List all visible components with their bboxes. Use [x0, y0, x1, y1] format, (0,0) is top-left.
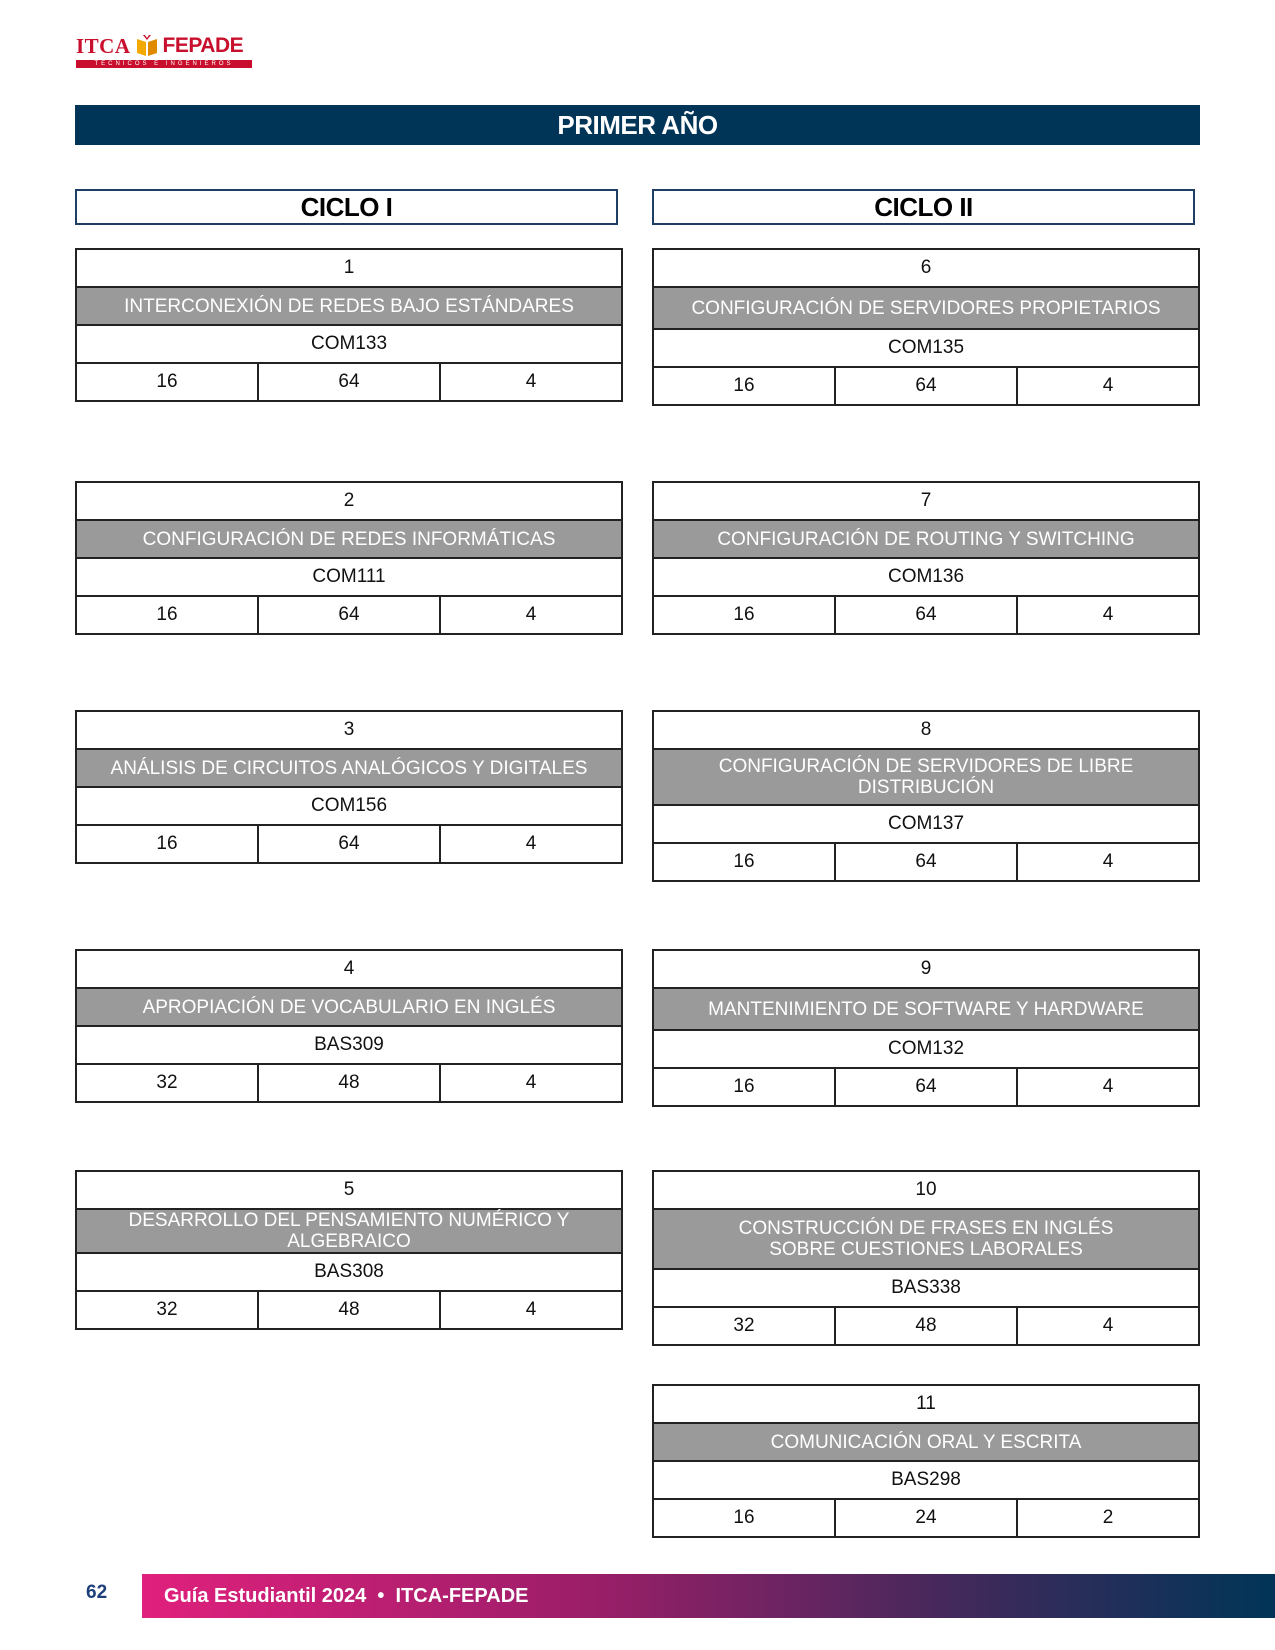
- logo-itca-text: ITCA: [76, 33, 131, 58]
- logo-book-icon: [135, 35, 159, 57]
- course-hours-1: 16: [77, 597, 259, 633]
- course-name: ANÁLISIS DE CIRCUITOS ANALÓGICOS Y DIGITALES: [77, 750, 621, 788]
- course-code: BAS309: [77, 1027, 621, 1065]
- course-card-3: [75, 710, 623, 864]
- course-hours-2: 64: [259, 364, 441, 400]
- course-card-5: [75, 1170, 623, 1330]
- course-card-2: [75, 481, 623, 635]
- course-number: 9: [654, 951, 1198, 989]
- course-credits: 4: [525, 604, 537, 625]
- course-code: COM156: [77, 788, 621, 826]
- course-hours-1: 32: [77, 1292, 259, 1328]
- course-credits: 4: [525, 833, 537, 854]
- course-hours-row: [77, 826, 621, 862]
- course-hours-row: [77, 1065, 621, 1101]
- course-name: CONFIGURACIÓN DE REDES INFORMÁTICAS: [77, 521, 621, 559]
- course-hours-1: 16: [654, 844, 836, 880]
- course-hours-row: [654, 844, 1198, 880]
- course-number: 2: [77, 483, 621, 521]
- course-code: COM135: [654, 330, 1198, 368]
- course-hours-1: 16: [77, 364, 259, 400]
- course-hours-2: 64: [259, 597, 441, 633]
- course-code: COM137: [654, 806, 1198, 844]
- course-code: COM133: [77, 326, 621, 364]
- course-hours-1: 16: [77, 826, 259, 862]
- cycle-1-header: CICLO I: [75, 189, 618, 225]
- course-credits: 4: [1102, 375, 1114, 396]
- footer-banner: [142, 1574, 1275, 1618]
- course-card-8: [652, 710, 1200, 882]
- course-code: COM132: [654, 1031, 1198, 1069]
- course-number: 7: [654, 483, 1198, 521]
- course-hours-row: [654, 1069, 1198, 1105]
- course-number: 5: [77, 1172, 621, 1210]
- course-hours-row: [654, 1500, 1198, 1536]
- course-code: BAS338: [654, 1270, 1198, 1308]
- course-hours-1: 16: [654, 368, 836, 404]
- course-name: APROPIACIÓN DE VOCABULARIO EN INGLÉS: [77, 989, 621, 1027]
- course-card-9: [652, 949, 1200, 1107]
- course-code: COM136: [654, 559, 1198, 597]
- course-hours-2: 64: [259, 826, 441, 862]
- course-number: 3: [77, 712, 621, 750]
- course-hours-1: 16: [654, 597, 836, 633]
- course-name: MANTENIMIENTO DE SOFTWARE Y HARDWARE: [654, 989, 1198, 1031]
- course-number: 11: [654, 1386, 1198, 1424]
- course-name: CONSTRUCCIÓN DE FRASES EN INGLÉS SOBRE CUESTIONES LABORALES: [654, 1210, 1198, 1270]
- course-name: CONFIGURACIÓN DE ROUTING Y SWITCHING: [654, 521, 1198, 559]
- course-hours-2: 48: [259, 1065, 441, 1101]
- itca-fepade-logo: [76, 34, 252, 68]
- course-card-10: [652, 1170, 1200, 1346]
- course-name: DESARROLLO DEL PENSAMIENTO NUMÉRICO Y ALGEBRAICO: [77, 1210, 621, 1254]
- course-hours-1: 16: [654, 1069, 836, 1105]
- logo-fepade-text: FEPADE: [162, 34, 244, 57]
- cycle-2-header: CICLO II: [652, 189, 1195, 225]
- course-code: COM111: [77, 559, 621, 597]
- course-name: CONFIGURACIÓN DE SERVIDORES PROPIETARIOS: [654, 288, 1198, 330]
- course-card-11: [652, 1384, 1200, 1538]
- year-title: PRIMER AÑO: [75, 105, 1200, 145]
- course-number: 1: [77, 250, 621, 288]
- course-hours-2: 64: [836, 368, 1018, 404]
- course-name: INTERCONEXIÓN DE REDES BAJO ESTÁNDARES: [77, 288, 621, 326]
- course-card-7: [652, 481, 1200, 635]
- course-credits: 2: [1102, 1507, 1114, 1528]
- course-credits: 4: [1102, 1315, 1114, 1336]
- course-hours-1: 16: [654, 1500, 836, 1536]
- course-hours-2: 64: [836, 597, 1018, 633]
- course-card-1: [75, 248, 623, 402]
- course-hours-row: [654, 597, 1198, 633]
- course-name: CONFIGURACIÓN DE SERVIDORES DE LIBRE DISTRIBUCIÓN: [654, 750, 1198, 806]
- course-hours-2: 64: [836, 844, 1018, 880]
- footer-text: Guía Estudiantil 2024 • ITCA-FEPADE: [164, 1584, 529, 1607]
- course-number: 8: [654, 712, 1198, 750]
- course-credits: 4: [525, 371, 537, 392]
- course-number: 6: [654, 250, 1198, 288]
- course-hours-row: [654, 368, 1198, 404]
- course-hours-row: [654, 1308, 1198, 1344]
- course-credits: 4: [1102, 604, 1114, 625]
- course-hours-2: 64: [836, 1069, 1018, 1105]
- course-code: BAS308: [77, 1254, 621, 1292]
- course-hours-2: 24: [836, 1500, 1018, 1536]
- course-card-4: [75, 949, 623, 1103]
- course-hours-1: 32: [654, 1308, 836, 1344]
- course-credits: 4: [525, 1299, 537, 1320]
- course-name: COMUNICACIÓN ORAL Y ESCRITA: [654, 1424, 1198, 1462]
- course-credits: 4: [1102, 851, 1114, 872]
- course-card-6: [652, 248, 1200, 406]
- logo-tagline: TÉCNICOS E INGENIEROS: [76, 60, 252, 68]
- course-credits: 4: [525, 1072, 537, 1093]
- page-number: 62: [86, 1582, 108, 1603]
- course-credits: 4: [1102, 1076, 1114, 1097]
- course-number: 4: [77, 951, 621, 989]
- course-number: 10: [654, 1172, 1198, 1210]
- course-hours-2: 48: [259, 1292, 441, 1328]
- course-hours-1: 32: [77, 1065, 259, 1101]
- course-hours-2: 48: [836, 1308, 1018, 1344]
- course-code: BAS298: [654, 1462, 1198, 1500]
- course-hours-row: [77, 597, 621, 633]
- course-hours-row: [77, 1292, 621, 1328]
- course-hours-row: [77, 364, 621, 400]
